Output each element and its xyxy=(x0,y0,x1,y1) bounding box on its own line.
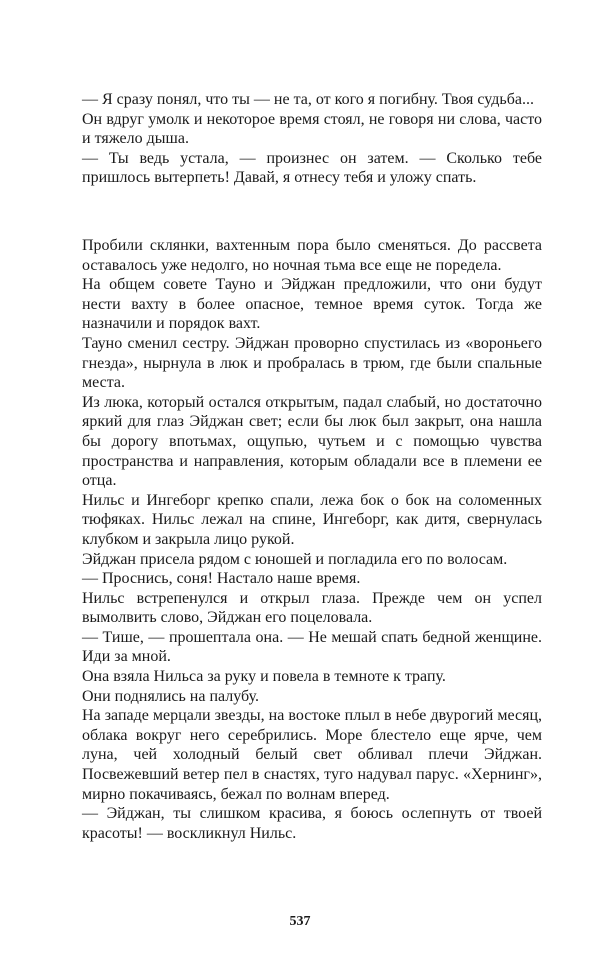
paragraph: На западе мерцали звезды, на востоке плыл в небе двурогий месяц, облака вокруг него серебрились. Море блестело еще ярче, чем луна, чей холодный белый свет обливал плечи Эйджан. Посвежевший ветер пел в снастях, туго надувал парус. «Хернинг», мирно покачиваясь, бежал по волнам вперед. xyxy=(82,707,542,803)
paragraph: — Проснись, соня! Настало наше время. xyxy=(82,570,361,588)
paragraph: Она взяла Нильса за руку и повела в темноте к трапу. xyxy=(82,668,446,686)
text-section-1 xyxy=(82,90,542,188)
paragraph: Эйджан присела рядом с юношей и погладила его по волосам. xyxy=(82,550,508,568)
paragraph: — Эйджан, ты слишком красива, я боюсь ослепнуть от твоей красоты! — воскликнул Нильс. xyxy=(82,805,542,842)
paragraph: Тауно сменил сестру. Эйджан проворно спустилась из «вороньего гнезда», нырнула в люк и пробралась в трюм, где были спальные места. xyxy=(82,334,542,392)
paragraph: Пробили склянки, вахтенным пора было сменяться. До рассвета оставалось уже недолго, но ночная тьма все еще не поредела. xyxy=(82,237,542,274)
paragraph: — Я сразу понял, что ты — не та, от кого я погибну. Твоя судьба... xyxy=(82,91,534,108)
paragraph: Они поднялись на палубу. xyxy=(82,687,259,705)
paragraph: Нильс встрепенулся и открыл глаза. Прежде чем он успел вымолвить слово, Эйджан его поцеловала. xyxy=(82,589,542,627)
text-section-2 xyxy=(82,236,542,843)
paragraph: — Тише, — прошептала она. — Не мешай спать бедной женщине. Иди за мной. xyxy=(82,628,542,666)
paragraph: — Ты ведь устала, — произнес он затем. — Сколько тебе пришлось вытерпеть! Давай, я отнесу тебя и уложу спать. xyxy=(82,149,542,187)
page-number: 537 xyxy=(289,914,311,929)
paragraph: Из люка, который остался открытым, падал слабый, но достаточно яркий для глаз Эйджан свет; если бы люк был закрыт, она нашла бы дорогу впотьмах, ощупью, чутьем и с помощью чувства пространства и направления, которым обладали все в племени ее отца. xyxy=(82,393,542,490)
paragraph: На общем совете Тауно и Эйджан предложили, что они будут нести вахту в более опасное, темное время суток. Тогда же назначили и порядок вахт. xyxy=(82,276,542,333)
paragraph: Нильс и Ингеборг крепко спали, лежа бок о бок на соломенных тюфяках. Нильс лежал на спине, Ингеборг, как дитя, свернулась клубком и закрыла лицо рукой. xyxy=(82,491,542,548)
paragraph: Он вдруг умолк и некоторое время стоял, не говоря ни слова, часто и тяжело дыша. xyxy=(82,110,542,148)
